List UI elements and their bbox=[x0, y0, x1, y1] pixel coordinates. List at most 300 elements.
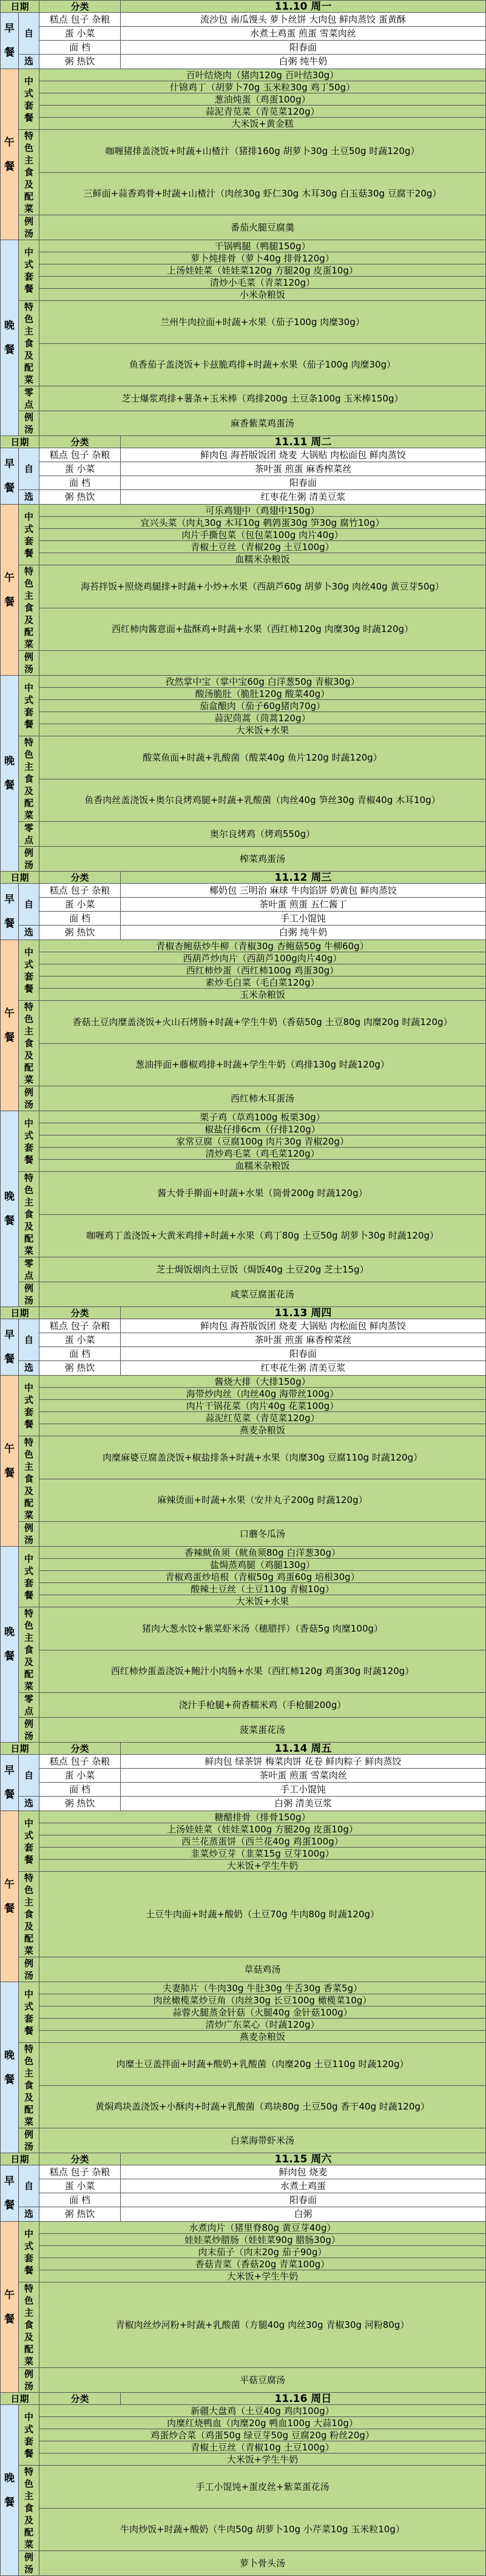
dinner-soup-label: 例汤 bbox=[19, 2128, 39, 2153]
dinner-soup-label: 例汤 bbox=[19, 2551, 39, 2576]
lunch-special-row bbox=[1, 172, 486, 215]
breakfast-category: 蛋 小菜 bbox=[39, 2179, 121, 2193]
dinner-special-item: 酱大骨手擀面+时蔬+水果（筒骨200g 时蔬120g） bbox=[39, 1172, 486, 1215]
self-select-label: 自 bbox=[19, 448, 39, 490]
dinner-dish-row bbox=[1, 264, 486, 277]
breakfast-category: 粥 热饮 bbox=[39, 489, 121, 504]
category-label: 分类 bbox=[39, 436, 121, 448]
breakfast-items: 水煮土鸡蛋 煎蛋 雪菜肉丝 bbox=[121, 26, 486, 40]
dinner-dish: 香辣鱿鱼须（鱿鱼须80g 白洋葱30g） bbox=[39, 1547, 486, 1559]
lunch-dish-row bbox=[1, 118, 486, 130]
lunch-dish: 上汤娃娃菜（娃娃菜100g 方腿20g 皮蛋10g） bbox=[39, 1823, 486, 1835]
dinner-dish-row bbox=[1, 2441, 486, 2453]
dinner-snack-row bbox=[1, 822, 486, 847]
breakfast-row bbox=[1, 54, 486, 69]
breakfast-items: 茶叶蛋 煎蛋 五仁酱丁 bbox=[121, 897, 486, 911]
lunch-dish-row bbox=[1, 2270, 486, 2282]
dinner-dish: 孜然掌中宝（掌中宝60g 白洋葱50g 青椒30g） bbox=[39, 676, 486, 688]
lunch-dish-row bbox=[1, 553, 486, 565]
breakfast-items: 茶叶蛋 煎蛋 麻香榨菜丝 bbox=[121, 1333, 486, 1347]
lunch-special-row bbox=[1, 130, 486, 173]
dinner-soup-item: 咸菜豆腐蛋花汤 bbox=[39, 1282, 486, 1307]
dinner-dish-row bbox=[1, 1994, 486, 2006]
breakfast-meal-label: 早餐 bbox=[1, 1755, 19, 1811]
lunch-dish-row bbox=[1, 2258, 486, 2270]
dinner-dish-row bbox=[1, 1559, 486, 1571]
breakfast-items: 白粥 纯牛奶 bbox=[121, 925, 486, 940]
lunch-special-row bbox=[1, 1479, 486, 1522]
lunch-dish-row bbox=[1, 952, 486, 964]
dinner-dish: 上汤娃娃菜（娃娃菜120g 方腿20g 皮蛋10g） bbox=[39, 264, 486, 277]
dinner-dish: 盐焗蒸鸡腿（鸡腿130g） bbox=[39, 1559, 486, 1571]
breakfast-category: 蛋 小菜 bbox=[39, 897, 121, 911]
lunch-dish: 西葫芦炒肉片（西葫芦100g肉片40g） bbox=[39, 952, 486, 964]
dinner-soup-row bbox=[1, 1282, 486, 1307]
dinner-special-item: 西红柿炒蛋盖浇饭+鲍汁小肉肠+水果（西红柿120g 鸡蛋30g 时蔬120g） bbox=[39, 1650, 486, 1693]
lunch-set-label: 中式套餐 bbox=[19, 940, 39, 1001]
dinner-set-label: 中式套餐 bbox=[19, 1982, 39, 2043]
breakfast-items: 阳春面 bbox=[121, 1347, 486, 1360]
lunch-set-label: 中式套餐 bbox=[19, 69, 39, 130]
breakfast-row bbox=[1, 1768, 486, 1782]
dinner-dish-row bbox=[1, 712, 486, 724]
lunch-dish-row bbox=[1, 106, 486, 118]
breakfast-items: 水煮土鸡蛋 bbox=[121, 2179, 486, 2193]
lunch-special-label: 特色主食及配菜 bbox=[19, 565, 39, 651]
dinner-dish-row bbox=[1, 289, 486, 301]
category-label: 分类 bbox=[39, 872, 121, 884]
dinner-dish-row bbox=[1, 1160, 486, 1172]
breakfast-items: 白粥 纯牛奶 bbox=[121, 54, 486, 69]
breakfast-row bbox=[1, 1333, 486, 1347]
dinner-meal-label: 晚餐 bbox=[1, 1111, 19, 1307]
lunch-soup-row bbox=[1, 1957, 486, 1982]
dinner-special-item: 牛肉炒饭+时蔬+酸奶（牛肉50g 胡萝卜10g 小芹菜10g 玉米粒10g） bbox=[39, 2508, 486, 2551]
day-header-row bbox=[1, 2393, 486, 2405]
breakfast-row bbox=[1, 2193, 486, 2207]
dinner-special-label: 特色主食及配菜 bbox=[19, 1607, 39, 1693]
dinner-soup-row bbox=[1, 411, 486, 436]
day-header-row bbox=[1, 1, 486, 13]
self-select-label: 自 bbox=[19, 2165, 39, 2207]
dinner-dish: 家常豆腐（豆腐100g 肉片30g 青椒20g） bbox=[39, 1135, 486, 1148]
lunch-dish-row bbox=[1, 1424, 486, 1436]
lunch-dish: 大米饭+学生牛奶 bbox=[39, 1860, 486, 1872]
lunch-dish: 百叶结烧肉（猪肉120g 百叶结30g） bbox=[39, 69, 486, 81]
lunch-dish: 素炒毛白菜（毛白菜120g） bbox=[39, 977, 486, 989]
dinner-special-row bbox=[1, 2085, 486, 2128]
breakfast-row bbox=[1, 1347, 486, 1360]
breakfast-row bbox=[1, 1319, 486, 1333]
dinner-snack-item: 奥尔良烤鸡（烤鸡550g） bbox=[39, 822, 486, 847]
lunch-dish-row bbox=[1, 1400, 486, 1412]
breakfast-meal-label: 早餐 bbox=[1, 448, 19, 505]
self-select-label: 自 bbox=[19, 1319, 39, 1361]
lunch-dish: 大米饭+黄金糕 bbox=[39, 118, 486, 130]
breakfast-items: 阳春面 bbox=[121, 476, 486, 489]
breakfast-category: 面 档 bbox=[39, 1347, 121, 1360]
lunch-dish-row bbox=[1, 1823, 486, 1835]
lunch-set-label: 中式套餐 bbox=[19, 1376, 39, 1436]
dinner-special-row bbox=[1, 1650, 486, 1693]
lunch-dish-row bbox=[1, 1848, 486, 1860]
breakfast-meal-label: 早餐 bbox=[1, 884, 19, 940]
dinner-special-label: 特色主食及配菜 bbox=[19, 2466, 39, 2551]
dinner-dish: 鸡蛋炒合菜（鸡蛋50g 绿豆芽50g 豆腐20g 粉丝20g） bbox=[39, 2429, 486, 2441]
lunch-dish: 娃娃菜炒腊肠（娃娃菜90g 腊肠30g） bbox=[39, 2234, 486, 2246]
lunch-special-item: 海苔拌饭+照烧鸡腿排+时蔬+小炒+水果（西葫芦60g 胡萝卜30g 肉丝40g 黄豆芽50g） bbox=[39, 565, 486, 608]
self-select-label: 自 bbox=[19, 884, 39, 926]
dinner-dish: 大米饭+水果 bbox=[39, 1595, 486, 1607]
dinner-meal-label: 晚餐 bbox=[1, 676, 19, 872]
dinner-soup-item: 菠菜蛋花汤 bbox=[39, 1718, 486, 1743]
breakfast-items: 红枣花生粥 清美豆浆 bbox=[121, 1360, 486, 1375]
lunch-dish: 香菇青菜（香菇20g 青菜100g） bbox=[39, 2258, 486, 2270]
dinner-special-label: 特色主食及配菜 bbox=[19, 1172, 39, 1257]
lunch-dish: 水煮肉片（猪里脊80g 黄豆芽40g） bbox=[39, 2222, 486, 2234]
dinner-special-item: 酸菜鱼面+时蔬+乳酸菌（酸菜40g 鱼片120g 时蔬120g） bbox=[39, 736, 486, 779]
dinner-meal-label: 晚餐 bbox=[1, 1547, 19, 1743]
lunch-special-item: 葱油拌面+藤椒鸡排+时蔬+学生牛奶（鸡排130g 时蔬120g） bbox=[39, 1043, 486, 1086]
dinner-special-row bbox=[1, 2466, 486, 2509]
dinner-dish: 清炒广东菜心（时蔬120g） bbox=[39, 2019, 486, 2031]
breakfast-category: 糕点 包子 杂粮 bbox=[39, 448, 121, 462]
lunch-dish-row bbox=[1, 2222, 486, 2234]
lunch-special-item: 香菇土豆肉糜盖浇饭+火山石烤肠+时蔬+学生牛奶（香菇50g 土豆80g 肉糜20g 时蔬120g） bbox=[39, 1001, 486, 1044]
breakfast-items: 阳春面 bbox=[121, 40, 486, 54]
lunch-dish-row bbox=[1, 1835, 486, 1848]
lunch-dish-row bbox=[1, 989, 486, 1001]
dinner-special-item: 猪肉大葱水饺+紫菜虾米汤（穗腊拌）（香菇5g 肉糜100g） bbox=[39, 1607, 486, 1650]
breakfast-row bbox=[1, 2179, 486, 2193]
lunch-soup-label: 例汤 bbox=[19, 2368, 39, 2393]
dinner-special-row bbox=[1, 1607, 486, 1650]
lunch-set-label: 中式套餐 bbox=[19, 2222, 39, 2282]
breakfast-category: 糕点 包子 杂粮 bbox=[39, 2165, 121, 2179]
breakfast-row bbox=[1, 1755, 486, 1769]
lunch-dish-row bbox=[1, 964, 486, 977]
dinner-dish: 肉糜红烧鸭血（肉糜20g 鸭血100g 大蒜10g） bbox=[39, 2417, 486, 2429]
lunch-dish-row bbox=[1, 505, 486, 517]
dinner-soup-label: 例汤 bbox=[19, 411, 39, 436]
lunch-dish-row bbox=[1, 1811, 486, 1823]
dinner-dish-row bbox=[1, 1123, 486, 1135]
lunch-special-item: 青椒肉丝炒河粉+时蔬+乳酸菌（方腿40g 肉丝30g 青椒30g 河粉80g） bbox=[39, 2282, 486, 2368]
dinner-set-label: 中式套餐 bbox=[19, 1111, 39, 1172]
lunch-set-label: 中式套餐 bbox=[19, 505, 39, 565]
dinner-dish: 血糯米杂粮饭 bbox=[39, 1160, 486, 1172]
breakfast-items: 手工小馄饨 bbox=[121, 1782, 486, 1796]
self-select-label: 选 bbox=[19, 1796, 39, 1811]
dinner-soup-row bbox=[1, 1718, 486, 1743]
dinner-snack-item: 芝士爆浆鸡排+薯条+玉米棒（鸡排200g 土豆条100g 玉米棒150g） bbox=[39, 386, 486, 411]
breakfast-row bbox=[1, 40, 486, 54]
dinner-dish-row bbox=[1, 700, 486, 712]
lunch-special-row bbox=[1, 1001, 486, 1044]
category-label: 分类 bbox=[39, 1, 121, 13]
dinner-special-row bbox=[1, 2043, 486, 2086]
lunch-dish: 西红柿炒蛋（西红柿100g 鸡蛋30g） bbox=[39, 964, 486, 977]
lunch-dish: 玉米杂粮饭 bbox=[39, 989, 486, 1001]
dinner-special-row bbox=[1, 1214, 486, 1257]
dinner-snack-row bbox=[1, 1693, 486, 1718]
dinner-set-label: 中式套餐 bbox=[19, 1547, 39, 1607]
breakfast-row bbox=[1, 13, 486, 27]
dinner-dish-row bbox=[1, 1595, 486, 1607]
dinner-dish-row bbox=[1, 724, 486, 736]
date-label: 日期 bbox=[1, 1307, 39, 1319]
breakfast-category: 糕点 包子 杂粮 bbox=[39, 1755, 121, 1769]
dinner-meal-label: 晚餐 bbox=[1, 1982, 19, 2153]
dinner-dish: 新疆大盘鸡（土豆40g 鸡肉100g） bbox=[39, 2405, 486, 2417]
lunch-dish-row bbox=[1, 81, 486, 93]
dinner-soup-item: 榨菜鸡蛋汤 bbox=[39, 847, 486, 872]
breakfast-category: 蛋 小菜 bbox=[39, 26, 121, 40]
dinner-special-item: 鱼香茄子盖浇饭+卡兹脆鸡排+时蔬+水果（茄子100g 肉糜30g） bbox=[39, 343, 486, 386]
lunch-soup-label: 例汤 bbox=[19, 1086, 39, 1111]
dinner-set-label: 中式套餐 bbox=[19, 2405, 39, 2466]
lunch-soup-label: 例汤 bbox=[19, 215, 39, 240]
lunch-special-row bbox=[1, 1043, 486, 1086]
lunch-dish-row bbox=[1, 93, 486, 106]
dinner-dish: 蒜泥茼蒿（茼蒿120g） bbox=[39, 712, 486, 724]
lunch-dish: 韭菜炒豆芽（韭菜15g 豆芽100g） bbox=[39, 1848, 486, 1860]
lunch-dish: 蒜泥红苋菜（青苋菜120g） bbox=[39, 1412, 486, 1424]
breakfast-category: 糕点 包子 杂粮 bbox=[39, 1319, 121, 1333]
day-header-row bbox=[1, 2153, 486, 2165]
self-select-label: 选 bbox=[19, 925, 39, 940]
lunch-meal-label: 午餐 bbox=[1, 2222, 19, 2393]
dinner-snack-label: 零点 bbox=[19, 1257, 39, 1282]
dinner-dish: 清炒小毛菜（青菜120g） bbox=[39, 277, 486, 289]
dinner-dish-row bbox=[1, 1571, 486, 1583]
category-label: 分类 bbox=[39, 2393, 121, 2405]
date-label: 日期 bbox=[1, 436, 39, 448]
lunch-soup-label: 例汤 bbox=[19, 651, 39, 676]
breakfast-items: 茶叶蛋 煎蛋 麻香榨菜丝 bbox=[121, 462, 486, 476]
lunch-dish: 血糯米杂粮饭 bbox=[39, 553, 486, 565]
lunch-meal-label: 午餐 bbox=[1, 1811, 19, 1982]
day-header-row bbox=[1, 1307, 486, 1319]
dinner-snack-label: 零点 bbox=[19, 822, 39, 847]
lunch-dish: 海带炒肉丝（肉丝40g 海带丝100g） bbox=[39, 1388, 486, 1400]
breakfast-category: 粥 热饮 bbox=[39, 1796, 121, 1811]
lunch-soup-label: 例汤 bbox=[19, 1522, 39, 1547]
lunch-dish: 肉片手撕包菜（包包菜100g 肉片40g） bbox=[39, 529, 486, 541]
lunch-set-label: 中式套餐 bbox=[19, 1811, 39, 1872]
breakfast-items: 红枣花生粥 清美豆浆 bbox=[121, 489, 486, 504]
dinner-special-label: 特色主食及配菜 bbox=[19, 736, 39, 822]
category-label: 分类 bbox=[39, 2153, 121, 2165]
dinner-soup-row bbox=[1, 2551, 486, 2576]
category-label: 分类 bbox=[39, 1743, 121, 1755]
dinner-soup-item: 白菜海带虾米汤 bbox=[39, 2128, 486, 2153]
date-label: 日期 bbox=[1, 2393, 39, 2405]
lunch-dish-row bbox=[1, 2234, 486, 2246]
lunch-soup-item: 平菇豆腐汤 bbox=[39, 2368, 486, 2393]
dinner-set-label: 中式套餐 bbox=[19, 676, 39, 736]
breakfast-items: 白粥 清美豆浆 bbox=[121, 1796, 486, 1811]
breakfast-category: 面 档 bbox=[39, 40, 121, 54]
breakfast-row bbox=[1, 884, 486, 898]
day-date: 11.14 周五 bbox=[121, 1743, 486, 1755]
dinner-snack-row bbox=[1, 1257, 486, 1282]
date-label: 日期 bbox=[1, 1, 39, 13]
date-label: 日期 bbox=[1, 1743, 39, 1755]
breakfast-category: 糕点 包子 杂粮 bbox=[39, 13, 121, 27]
lunch-dish: 宜兴头菜（肉丸30g 木耳10g 鹌鹑蛋30g 笋30g 腐竹10g） bbox=[39, 517, 486, 529]
dinner-dish-row bbox=[1, 2429, 486, 2441]
dinner-soup-item: 麻香紫菜鸡蛋汤 bbox=[39, 411, 486, 436]
lunch-meal-label: 午餐 bbox=[1, 940, 19, 1111]
dinner-snack-item: 浇汁手枪腿+荷香糯米鸡（手枪腿200g） bbox=[39, 1693, 486, 1718]
breakfast-items: 流沙包 南瓜馒头 萝卜丝饼 大肉包 鲜肉蒸饺 蛋黄酥 bbox=[121, 13, 486, 27]
breakfast-row bbox=[1, 1796, 486, 1811]
breakfast-row bbox=[1, 448, 486, 462]
dinner-dish: 青椒土豆丝（青椒10g 土豆100g） bbox=[39, 2441, 486, 2453]
dinner-dish-row bbox=[1, 1135, 486, 1148]
dinner-dish-row bbox=[1, 1982, 486, 1994]
lunch-dish: 什锦鸡丁（胡萝卜70g 玉米粒30g 鸡丁50g） bbox=[39, 81, 486, 93]
breakfast-category: 粥 热饮 bbox=[39, 54, 121, 69]
breakfast-items: 阳春面 bbox=[121, 2193, 486, 2207]
dinner-set-label: 中式套餐 bbox=[19, 240, 39, 301]
breakfast-items: 白粥 bbox=[121, 2207, 486, 2221]
lunch-soup-row bbox=[1, 2368, 486, 2393]
dinner-soup-label: 例汤 bbox=[19, 847, 39, 872]
lunch-meal-label: 午餐 bbox=[1, 69, 19, 240]
breakfast-row bbox=[1, 26, 486, 40]
dinner-dish: 酸汤脆肚（脆肚120g 酸菜40g） bbox=[39, 688, 486, 700]
breakfast-row bbox=[1, 925, 486, 940]
breakfast-items: 鲜肉包 海苔版饭团 烧麦 大锅贴 肉松面包 鲜肉蒸饺 bbox=[121, 448, 486, 462]
lunch-special-item: 肉糜麻婆豆腐盖浇饭+椒盐排条+时蔬+水果（肉糜30g 豆腐110g 时蔬120g） bbox=[39, 1436, 486, 1479]
breakfast-category: 面 档 bbox=[39, 2193, 121, 2207]
lunch-dish-row bbox=[1, 1860, 486, 1872]
lunch-dish: 大米饭+学生牛奶 bbox=[39, 2270, 486, 2282]
dinner-soup-item: 萝卜骨头汤 bbox=[39, 2551, 486, 2576]
dinner-special-row bbox=[1, 301, 486, 344]
lunch-dish: 西兰花蒸蛋饼（西兰花40g 鸡蛋100g） bbox=[39, 1835, 486, 1848]
lunch-soup-item: 草菇鸡汤 bbox=[39, 1957, 486, 1982]
dinner-special-item: 手工小馄饨+蛋皮丝+紫菜蛋花汤 bbox=[39, 2466, 486, 2509]
dinner-dish: 萝卜炖排骨（萝卜40g 排骨120g） bbox=[39, 252, 486, 264]
dinner-soup-label: 例汤 bbox=[19, 1282, 39, 1307]
dinner-dish: 大米饭+学生牛奶 bbox=[39, 2453, 486, 2466]
lunch-dish-row bbox=[1, 517, 486, 529]
lunch-dish: 燕麦杂粮饭 bbox=[39, 1424, 486, 1436]
breakfast-items: 鲜肉包 绿茶饼 梅菜肉饼 花卷 鲜肉粽子 鲜肉蒸饺 bbox=[121, 1755, 486, 1769]
dinner-soup-row bbox=[1, 2128, 486, 2153]
lunch-dish-row bbox=[1, 977, 486, 989]
dinner-dish: 夫妻肺片（牛肉30g 牛肚30g 牛舌30g 香菜5g） bbox=[39, 1982, 486, 1994]
lunch-special-label: 特色主食及配菜 bbox=[19, 1436, 39, 1522]
dinner-meal-label: 晚餐 bbox=[1, 240, 19, 436]
breakfast-category: 粥 热饮 bbox=[39, 1360, 121, 1375]
breakfast-row bbox=[1, 911, 486, 925]
dinner-snack-row bbox=[1, 386, 486, 411]
lunch-special-item: 麻辣烫面+时蔬+水果（安井丸子200g 时蔬120g） bbox=[39, 1479, 486, 1522]
day-date: 11.10 周一 bbox=[121, 1, 486, 13]
breakfast-category: 面 档 bbox=[39, 911, 121, 925]
dinner-dish: 椒盐仔排6cm（仔排120g） bbox=[39, 1123, 486, 1135]
dinner-dish-row bbox=[1, 2006, 486, 2019]
dinner-dish-row bbox=[1, 1148, 486, 1160]
lunch-dish: 肉片干锅花菜（肉片40g 花菜100g） bbox=[39, 1400, 486, 1412]
dinner-special-row bbox=[1, 2508, 486, 2551]
breakfast-row bbox=[1, 489, 486, 504]
dinner-dish-row bbox=[1, 1547, 486, 1559]
dinner-dish-row bbox=[1, 2453, 486, 2466]
lunch-soup-item: 西红柿木耳蛋汤 bbox=[39, 1086, 486, 1111]
lunch-special-label: 特色主食及配菜 bbox=[19, 1872, 39, 1957]
lunch-dish: 葱油炖蛋（鸡蛋100g） bbox=[39, 93, 486, 106]
dinner-dish: 茄盒酿肉（茄子60g猪肉70g） bbox=[39, 700, 486, 712]
breakfast-row bbox=[1, 2207, 486, 2221]
lunch-soup-label: 例汤 bbox=[19, 1957, 39, 1982]
date-label: 日期 bbox=[1, 2153, 39, 2165]
lunch-special-label: 特色主食及配菜 bbox=[19, 2282, 39, 2368]
dinner-snack-label: 零点 bbox=[19, 1693, 39, 1718]
dinner-dish-row bbox=[1, 1111, 486, 1123]
lunch-dish: 酱烧大排（大排150g） bbox=[39, 1376, 486, 1388]
lunch-soup-row bbox=[1, 1522, 486, 1547]
dinner-special-row bbox=[1, 779, 486, 822]
lunch-dish-row bbox=[1, 529, 486, 541]
breakfast-row bbox=[1, 2165, 486, 2179]
dinner-snack-item: 芝士焗饭烟肉土豆饭（焗饭40g 土豆20g 芝士15g） bbox=[39, 1257, 486, 1282]
menu-body bbox=[1, 1, 486, 2576]
lunch-soup-row bbox=[1, 1086, 486, 1111]
breakfast-row bbox=[1, 897, 486, 911]
dinner-dish: 栗子鸡（草鸡100g 板栗30g） bbox=[39, 1111, 486, 1123]
dinner-special-row bbox=[1, 343, 486, 386]
dinner-special-item: 鱼香肉丝盖浇饭+奥尔良烤鸡腿+时蔬+乳酸菌（肉丝40g 笋丝30g 青椒40g 木耳10g） bbox=[39, 779, 486, 822]
breakfast-category: 糕点 包子 杂粮 bbox=[39, 884, 121, 898]
self-select-label: 选 bbox=[19, 2207, 39, 2221]
day-date: 11.12 周三 bbox=[121, 872, 486, 884]
dinner-special-item: 兰州牛肉拉面+时蔬+水果（茄子100g 肉糜30g） bbox=[39, 301, 486, 344]
dinner-dish: 蒜蓉火腿蒸金针菇（火腿40g 金针菇100g） bbox=[39, 2006, 486, 2019]
breakfast-items: 椰奶包 三明治 麻球 牛肉馅饼 奶黄包 鲜肉蒸饺 bbox=[121, 884, 486, 898]
dinner-dish-row bbox=[1, 2031, 486, 2043]
lunch-dish: 可乐鸡翅中（鸡翅中150g） bbox=[39, 505, 486, 517]
dinner-special-row bbox=[1, 736, 486, 779]
day-date: 11.16 周日 bbox=[121, 2393, 486, 2405]
day-date: 11.13 周四 bbox=[121, 1307, 486, 1319]
dinner-dish: 干锅鸭腿（鸭腿150g） bbox=[39, 240, 486, 252]
lunch-special-row bbox=[1, 565, 486, 608]
lunch-dish: 青椒杏鲍菇炒牛柳（青椒30g 杏鲍菇50g 牛柳60g） bbox=[39, 940, 486, 952]
lunch-special-row bbox=[1, 608, 486, 651]
dinner-dish: 酸辣土豆丝（土豆110g 青椒10g） bbox=[39, 1583, 486, 1595]
self-select-label: 自 bbox=[19, 13, 39, 55]
day-date: 11.15 周六 bbox=[121, 2153, 486, 2165]
lunch-special-row bbox=[1, 1872, 486, 1957]
dinner-dish-row bbox=[1, 676, 486, 688]
breakfast-category: 面 档 bbox=[39, 476, 121, 489]
breakfast-meal-label: 早餐 bbox=[1, 1319, 19, 1376]
lunch-dish-row bbox=[1, 1376, 486, 1388]
breakfast-category: 面 档 bbox=[39, 1782, 121, 1796]
breakfast-category: 蛋 小菜 bbox=[39, 1333, 121, 1347]
lunch-special-row bbox=[1, 1436, 486, 1479]
breakfast-row bbox=[1, 1360, 486, 1375]
breakfast-row bbox=[1, 1782, 486, 1796]
dinner-dish: 清炒鸡毛菜（鸡毛菜120g） bbox=[39, 1148, 486, 1160]
dinner-dish: 青椒鸡蛋炒培根（青椒50g 鸡蛋60g 培根30g） bbox=[39, 1571, 486, 1583]
dinner-dish-row bbox=[1, 1583, 486, 1595]
